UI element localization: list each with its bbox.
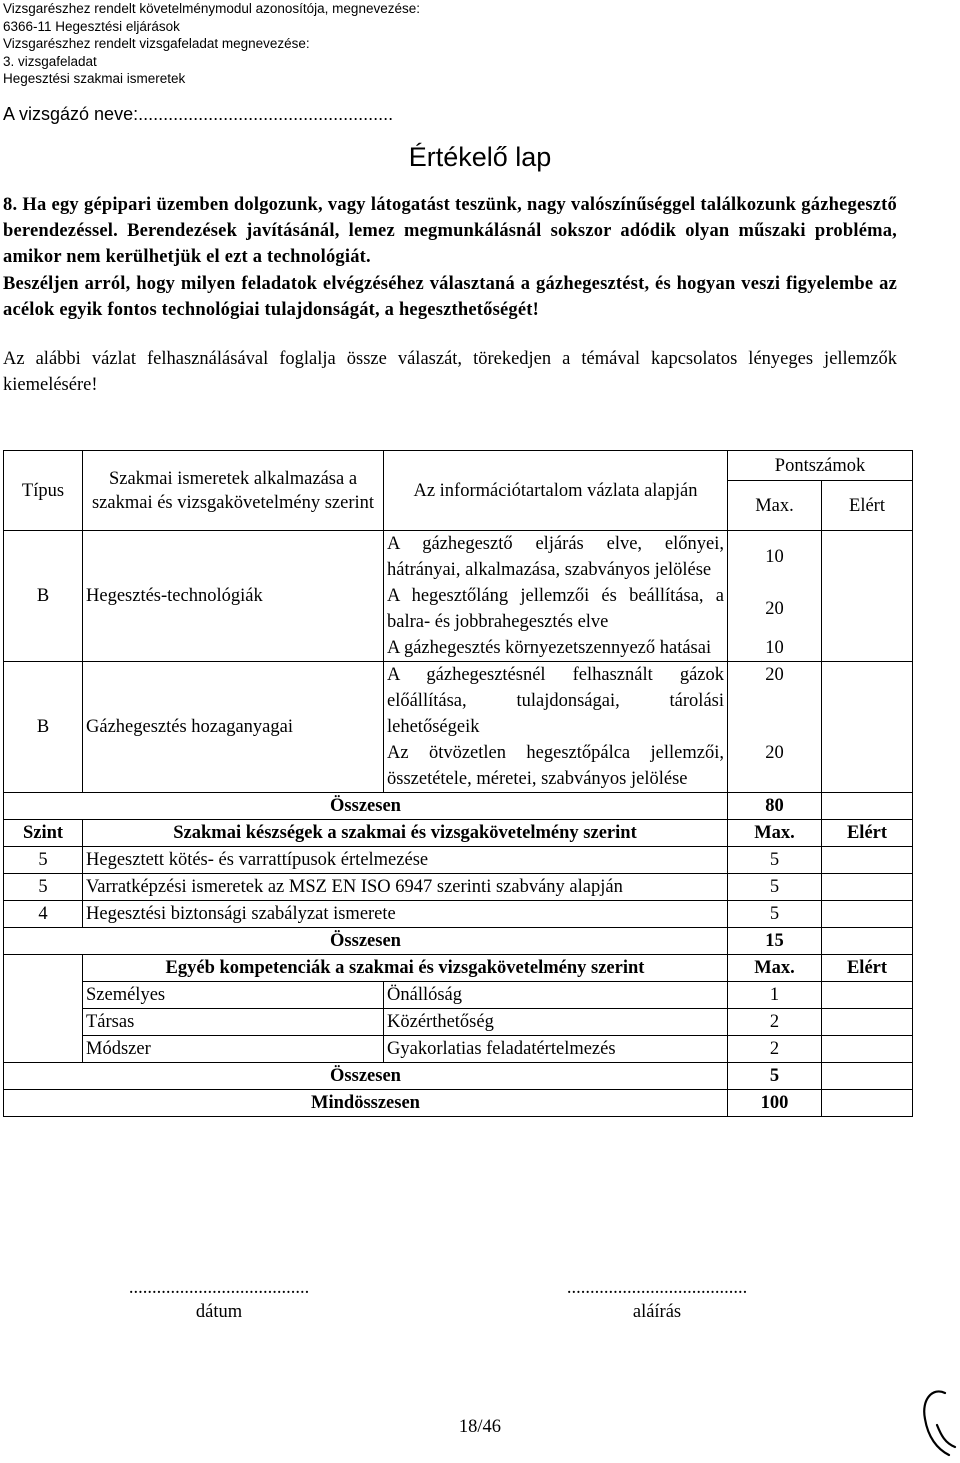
level-header: Szint (4, 820, 83, 847)
date-dots: ....................................... (128, 1278, 310, 1298)
col-achieved-header: Elért (822, 820, 913, 847)
subtotal-label: Összesen (4, 793, 728, 820)
max-points: 5 (728, 901, 822, 928)
max-points: 2 (728, 1009, 822, 1036)
header-line: 3. vizsgafeladat (3, 53, 97, 69)
max-points: 2 (728, 1036, 822, 1063)
subtotal-label: Összesen (4, 928, 728, 955)
skills-header-row (4, 820, 913, 847)
competency-name: Önállóság (384, 982, 728, 1009)
page-number: 18/46 (458, 1417, 502, 1437)
col-knowledge-header: Szakmai ismeretek alkalmazása a szakmai és vizsgakövetelmény szerint (83, 451, 384, 531)
grand-total-label: Mindösszesen (4, 1090, 728, 1117)
type-cell: B (4, 531, 83, 662)
achieved-points (822, 874, 913, 901)
max-points: 20 (728, 583, 822, 635)
level-cell: 5 (4, 874, 83, 901)
page-title: Értékelő lap (408, 142, 552, 172)
date-signature-block (88, 1276, 350, 1324)
outline-item: A hegesztőláng jellemzői és beállítása, a balra- és jobbrahegesztés elve (384, 583, 728, 635)
outline-item: A gázhegesztésnél felhasznált gázok előállítása, tulajdonságai, tárolási lehetőségeik (384, 662, 728, 741)
max-points: 1 (728, 982, 822, 1009)
col-max-header: Max. (728, 820, 822, 847)
col-max-header: Max. (728, 481, 822, 531)
max-points: 5 (728, 874, 822, 901)
table-row (4, 662, 913, 741)
competencies-header: Egyéb kompetenciák a szakmai és vizsgakövetelmény szerint (83, 955, 728, 982)
achieved-points (822, 847, 913, 874)
task-description (3, 192, 897, 323)
achieved-points (822, 793, 913, 820)
outline-item: Az ötvözetlen hegesztőpálca jellemzői, összetétele, méretei, szabványos jelölése (384, 740, 728, 793)
header-line: 6366-11 Hegesztési eljárások (3, 18, 180, 34)
max-points: 10 (728, 531, 822, 584)
achieved-points (822, 662, 913, 793)
competency-name: Gyakorlatias feladatértelmezés (384, 1036, 728, 1063)
col-achieved-header: Elért (822, 481, 913, 531)
max-points: 10 (728, 635, 822, 662)
achieved-points (822, 982, 913, 1009)
empty-cell (4, 1009, 83, 1036)
instruction-text: Az alábbi vázlat felhasználásával foglalja össze válaszát, törekedjen a témával kapcsolatos lényeges jellemzők kiemelésére! (3, 349, 897, 395)
sign-dots: ....................................... (566, 1278, 748, 1298)
table-row (4, 982, 913, 1009)
grand-total-value: 100 (728, 1090, 822, 1117)
competency-category: Társas (83, 1009, 384, 1036)
task-paragraph: Beszéljen arról, hogy milyen feladatok elvégzéséhez választaná a gázhegesztést, és hogyan veszi figyelembe az acélok egyik fontos technológiai tulajdonságát, a hegeszthetőségét! (3, 273, 897, 320)
competencies-header-row (4, 955, 913, 982)
header-line: Vizsgarészhez rendelt követelménymodul azonosítója, megnevezése: (3, 1, 420, 16)
col-points-header: Pontszámok (728, 451, 913, 481)
topic-cell: Gázhegesztés hozaganyagai (83, 662, 384, 793)
empty-cell (4, 1036, 83, 1063)
handwritten-mark-icon (915, 1385, 959, 1463)
skill-text: Hegesztett kötés- és varrattípusok értelmezése (83, 847, 728, 874)
subtotal-row (4, 928, 913, 955)
grand-total-row (4, 1090, 913, 1117)
table-row (4, 1036, 913, 1063)
subtotal-value: 15 (728, 928, 822, 955)
skill-text: Varratképzési ismeretek az MSZ EN ISO 6947 szerinti szabvány alapján (83, 874, 728, 901)
subtotal-value: 80 (728, 793, 822, 820)
achieved-points (822, 1036, 913, 1063)
skills-header: Szakmai készségek a szakmai és vizsgakövetelmény szerint (83, 820, 728, 847)
header-line: Hegesztési szakmai ismeretek (3, 71, 186, 86)
outline-item: A gázhegesztő eljárás elve, előnyei, hátrányai, alkalmazása, szabványos jelölése (384, 531, 728, 584)
sign-signature-block (526, 1276, 788, 1324)
table-row (4, 847, 913, 874)
max-points: 20 (728, 662, 822, 741)
competency-category: Módszer (83, 1036, 384, 1063)
competency-name: Közérthetőség (384, 1009, 728, 1036)
level-cell: 4 (4, 901, 83, 928)
table-row (4, 1009, 913, 1036)
subtotal-row (4, 1063, 913, 1090)
achieved-points (822, 1009, 913, 1036)
table-header-row (4, 451, 913, 481)
empty-cell (4, 982, 83, 1009)
achieved-points (822, 901, 913, 928)
sign-label: aláírás (632, 1302, 682, 1322)
table-row (4, 901, 913, 928)
level-cell: 5 (4, 847, 83, 874)
evaluation-table (3, 450, 913, 1117)
document-header (3, 0, 420, 88)
outline-item: A gázhegesztés környezetszennyező hatásai (384, 635, 728, 662)
col-type-header: Típus (4, 451, 83, 531)
table-row (4, 531, 913, 584)
task-paragraph: 8. Ha egy gépipari üzemben dolgozunk, vagy látogatást teszünk, nagy valószínűséggel találkozunk gázhegesztő berendezéssel. Berendezések javításánál, lemez megmunkálásnál sokszor adódik olyan műszaki probléma, amikor nem kerülhetjük el ezt a technológiát. (3, 195, 897, 268)
date-label: dátum (195, 1302, 243, 1322)
achieved-points (822, 1090, 913, 1117)
achieved-points (822, 1063, 913, 1090)
competency-category: Személyes (83, 982, 384, 1009)
skill-text: Hegesztési biztonsági szabályzat ismerete (83, 901, 728, 928)
empty-cell (4, 955, 83, 982)
max-points: 5 (728, 847, 822, 874)
subtotal-row (4, 793, 913, 820)
header-line: Vizsgarészhez rendelt vizsgafeladat megnevezése: (3, 36, 310, 51)
max-points: 20 (728, 740, 822, 793)
col-achieved-header: Elért (822, 955, 913, 982)
achieved-points (822, 928, 913, 955)
subtotal-value: 5 (728, 1063, 822, 1090)
achieved-points (822, 531, 913, 662)
subtotal-label: Összesen (4, 1063, 728, 1090)
table-row (4, 874, 913, 901)
examinee-name-field: A vizsgázó neve:................................................... (3, 104, 394, 124)
topic-cell: Hegesztés-technológiák (83, 531, 384, 662)
col-max-header: Max. (728, 955, 822, 982)
type-cell: B (4, 662, 83, 793)
col-outline-header: Az információtartalom vázlata alapján (384, 451, 728, 531)
